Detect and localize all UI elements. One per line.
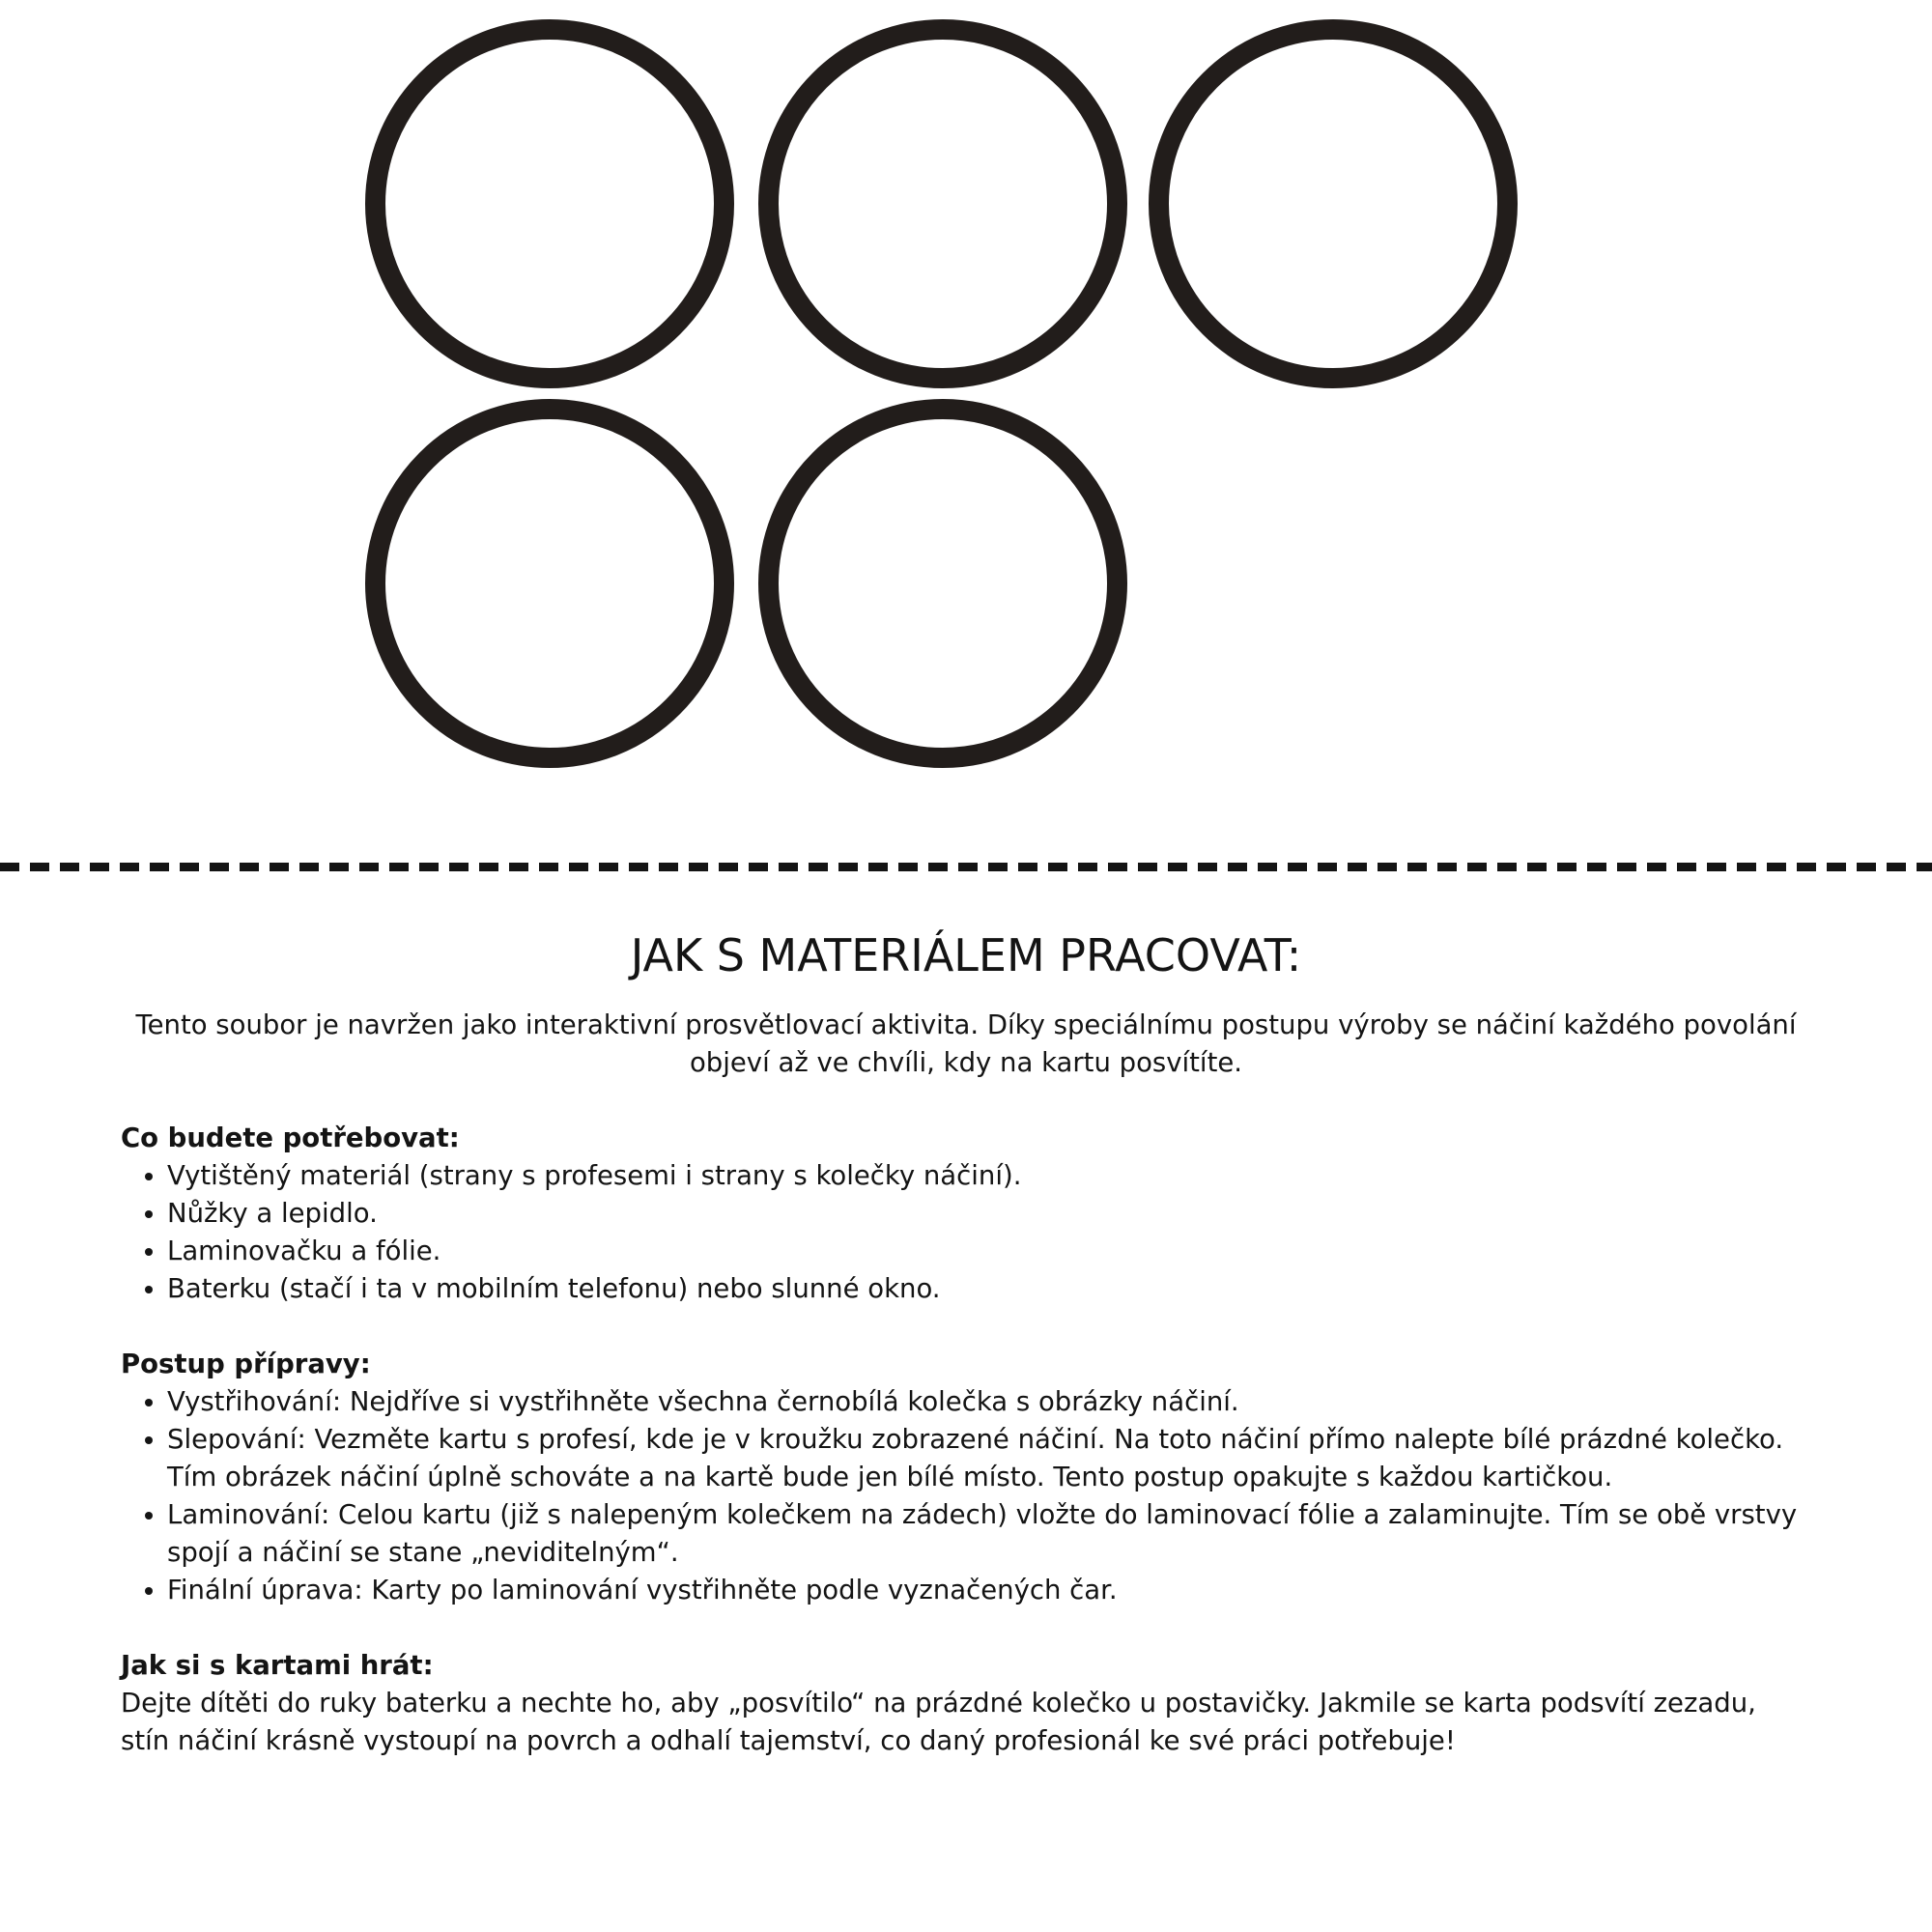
cutout-circle-3 bbox=[1149, 19, 1518, 388]
list-item: • Vytištěný materiál (strany s profesemi i strany s kolečky náčiní). bbox=[167, 1157, 1811, 1195]
dashed-cut-line bbox=[0, 863, 1932, 871]
page-title: JAK S MATERIÁLEM PRACOVAT: bbox=[630, 929, 1302, 981]
list-item: • Vystřihování: Nejdříve si vystřihněte všechna černobílá kolečka s obrázky náčiní. bbox=[167, 1383, 1811, 1421]
cutout-circle-1 bbox=[365, 19, 734, 388]
list-item: • Nůžky a lepidlo. bbox=[167, 1195, 1811, 1233]
list-item: • Slepování: Vezměte kartu s profesí, kde je v kroužku zobrazené náčiní. Na toto náčiní přímo nalepte bílé prázdné kolečko. Tím obrázek náčiní úplně schováte a na kartě bude jen bílé místo. Tento postup opakujte s každou kartičkou. bbox=[167, 1421, 1811, 1496]
list-item: • Laminovačku a fólie. bbox=[167, 1233, 1811, 1270]
cutout-circle-4 bbox=[365, 399, 734, 768]
cutout-circle-5 bbox=[758, 399, 1127, 768]
play-text: Dejte dítěti do ruky baterku a nechte ho, aby „posvítilo“ na prázdné kolečko u postavičky. Jakmile se karta podsvítí zezadu, stín náčiní krásně vystoupí na povrch a odhalí tajemství, co daný profesionál ke své práci potřebuje! bbox=[121, 1688, 1756, 1756]
list-item: • Baterku (stačí i ta v mobilním telefonu) nebo slunné okno. bbox=[167, 1270, 1811, 1308]
needs-list bbox=[121, 1157, 1811, 1308]
play-heading: Jak si s kartami hrát: bbox=[121, 1650, 434, 1681]
intro-text: Tento soubor je navržen jako interaktivní prosvětlovací aktivita. Díky speciálnímu postupu výroby se náčiní každého povolání objeví až ve chvíli, kdy na kartu posvítíte. bbox=[135, 1009, 1797, 1078]
list-item: • Finální úprava: Karty po laminování vystřihněte podle vyznačených čar. bbox=[167, 1572, 1811, 1609]
preparation-heading: Postup přípravy: bbox=[121, 1349, 371, 1379]
instructions-section bbox=[121, 923, 1811, 1760]
cutout-circle-2 bbox=[758, 19, 1127, 388]
needs-heading: Co budete potřebovat: bbox=[121, 1122, 460, 1153]
list-item: • Laminování: Celou kartu (již s nalepeným kolečkem na zádech) vložte do laminovací fólie a zalaminujte. Tím se obě vrstvy spojí a náčiní se stane „neviditelným“. bbox=[167, 1496, 1811, 1572]
preparation-list bbox=[121, 1383, 1811, 1609]
